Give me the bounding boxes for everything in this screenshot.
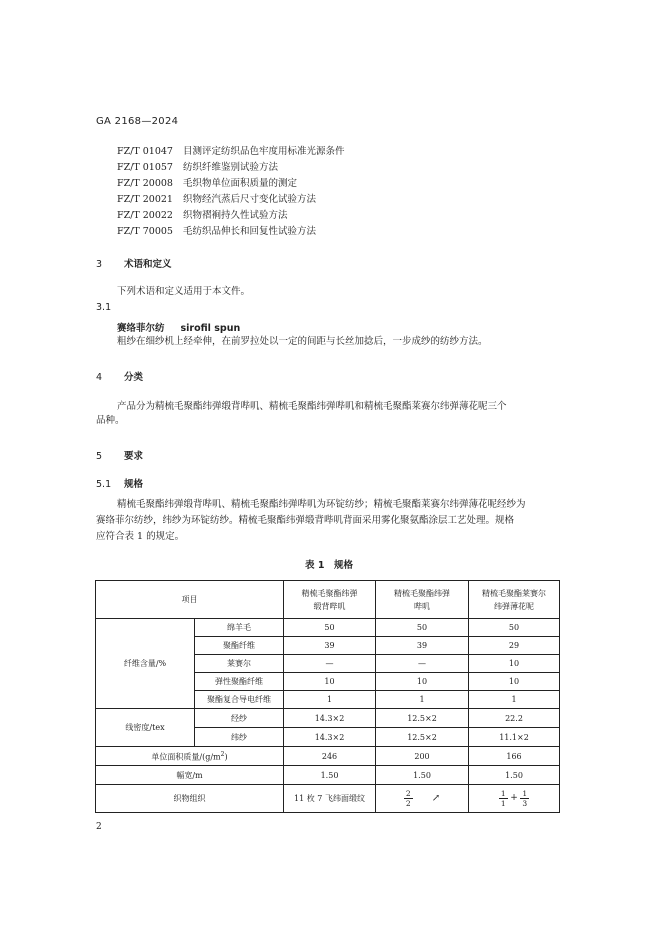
table-caption: 表 1 规格 — [305, 560, 353, 571]
table-cell: 14.3×2 — [284, 728, 376, 747]
table-cell: 50 — [284, 619, 376, 637]
weave-notation-cell: $\frac{1}{1}$ + $\frac{1}{3}$ — [469, 785, 560, 813]
reference-item: FZ/T 20008 毛织物单位面积质量的测定 — [117, 178, 298, 189]
table-cell: 200 — [376, 747, 469, 766]
table-cell: 246 — [284, 747, 376, 766]
header-col-2: 精梳毛聚酯纬弹 哔叽 — [376, 581, 469, 619]
table-row — [96, 766, 560, 785]
table-cell: — — [284, 655, 376, 673]
row-label: 弹性聚酯纤维 — [195, 673, 284, 691]
table-cell: 10 — [284, 673, 376, 691]
table-cell: 1.50 — [376, 766, 469, 785]
weave-fraction: $\frac{1}{3}$ — [522, 789, 528, 808]
table-row — [96, 709, 560, 728]
twill-direction-arrow-icon: ↗ — [431, 793, 441, 804]
header-col-1: 精梳毛聚酯纬弹 缎背哔叽 — [284, 581, 376, 619]
section-5-text-line: 应符合表 1 的规定。 — [96, 531, 185, 542]
section-4-heading: 4 分类 — [96, 372, 144, 383]
linear-density-label: 线密度/tex — [96, 709, 195, 747]
table-cell: 1.50 — [284, 766, 376, 785]
reference-item: FZ/T 01057 纺织纤维鉴别试验方法 — [117, 162, 279, 173]
weave-label: 织物组织 — [96, 785, 284, 813]
table-cell: 166 — [469, 747, 560, 766]
table-cell: 39 — [376, 637, 469, 655]
reference-item: FZ/T 70005 毛纺织品伸长和回复性试验方法 — [117, 226, 317, 237]
table-cell: 1 — [469, 691, 560, 709]
section-4-text-line: 品种。 — [96, 415, 125, 426]
table-cell: 10 — [469, 655, 560, 673]
reference-item: FZ/T 20022 织物褶裥持久性试验方法 — [117, 210, 288, 221]
table-cell: 50 — [376, 619, 469, 637]
term-definition: 粗纱在细纱机上经牵伸，在前罗拉处以一定的间距与长丝加捻后，一步成纱的纺纱方法。 — [117, 336, 488, 347]
twill-notation-cell — [376, 785, 469, 813]
page-number: 2 — [96, 822, 102, 832]
table-cell: 12.5×2 — [376, 728, 469, 747]
header-item: 项目 — [96, 581, 284, 619]
table-cell: 1.50 — [469, 766, 560, 785]
row-label: 经纱 — [195, 709, 284, 728]
spec-table — [95, 580, 560, 813]
table-header-row — [96, 581, 560, 619]
width-label: 幅宽/m — [96, 766, 284, 785]
row-label: 莱赛尔 — [195, 655, 284, 673]
section-3-heading: 3 术语和定义 — [96, 259, 172, 270]
term-number: 3.1 — [96, 302, 112, 313]
table-cell: — — [376, 655, 469, 673]
table-cell: 12.5×2 — [376, 709, 469, 728]
table-cell: 22.2 — [469, 709, 560, 728]
table-cell: 1 — [376, 691, 469, 709]
row-label: 绵羊毛 — [195, 619, 284, 637]
table-cell: 14.3×2 — [284, 709, 376, 728]
reference-item: FZ/T 01047 目测评定纺织品色牢度用标准光源条件 — [117, 146, 345, 157]
table-cell: 10 — [376, 673, 469, 691]
weave-fraction: $\frac{1}{1}$ — [500, 789, 506, 808]
fiber-content-label: 纤维含量/% — [96, 619, 195, 709]
section-3-intro: 下列术语和定义适用于本文件。 — [117, 286, 251, 297]
section-5-heading: 5 要求 — [96, 451, 144, 462]
table-row — [96, 785, 560, 813]
row-label: 聚酯复合导电纤维 — [195, 691, 284, 709]
table-cell: 1 — [284, 691, 376, 709]
table-cell: 11 枚 7 飞纬面缎纹 — [284, 785, 376, 813]
section-5-text-line: 精梳毛聚酯纬弹缎背哔叽、精梳毛聚酯纬弹哔叽为环锭纺纱；精梳毛聚酯莱赛尔纬弹薄花呢经纱为 — [117, 499, 526, 510]
section-5-text-line: 赛络菲尔纺纱，纬纱为环锭纺纱。精梳毛聚酯纬弹缎背哔叽背面采用雾化聚氨酯涂层工艺处理。规格 — [96, 515, 515, 526]
subsection-5-1-heading: 5.1 规格 — [96, 479, 144, 490]
table-cell: 29 — [469, 637, 560, 655]
table-cell: 50 — [469, 619, 560, 637]
table-cell: 10 — [469, 673, 560, 691]
row-label: 聚酯纤维 — [195, 637, 284, 655]
header-col-3: 精梳毛聚酯莱赛尔 纬弹薄花呢 — [469, 581, 560, 619]
standard-number: GA 2168—2024 — [96, 116, 179, 127]
mass-label: 单位面积质量$/(g/m^2)$ — [96, 747, 284, 766]
table-row — [96, 619, 560, 637]
row-label: 纬纱 — [195, 728, 284, 747]
reference-item: FZ/T 20021 织物经汽蒸后尺寸变化试验方法 — [117, 194, 317, 205]
twill-fraction: $\frac{2}{2}$ — [405, 789, 411, 808]
term-title: 赛络菲尔纺 sirofil spun — [117, 323, 241, 334]
table-row — [96, 747, 560, 766]
section-4-text-line: 产品分为精梳毛聚酯纬弹缎背哔叽、精梳毛聚酯纬弹哔叽和精梳毛聚酯莱赛尔纬弹薄花呢三个 — [117, 401, 507, 412]
table-cell: 39 — [284, 637, 376, 655]
table-cell: 11.1×2 — [469, 728, 560, 747]
